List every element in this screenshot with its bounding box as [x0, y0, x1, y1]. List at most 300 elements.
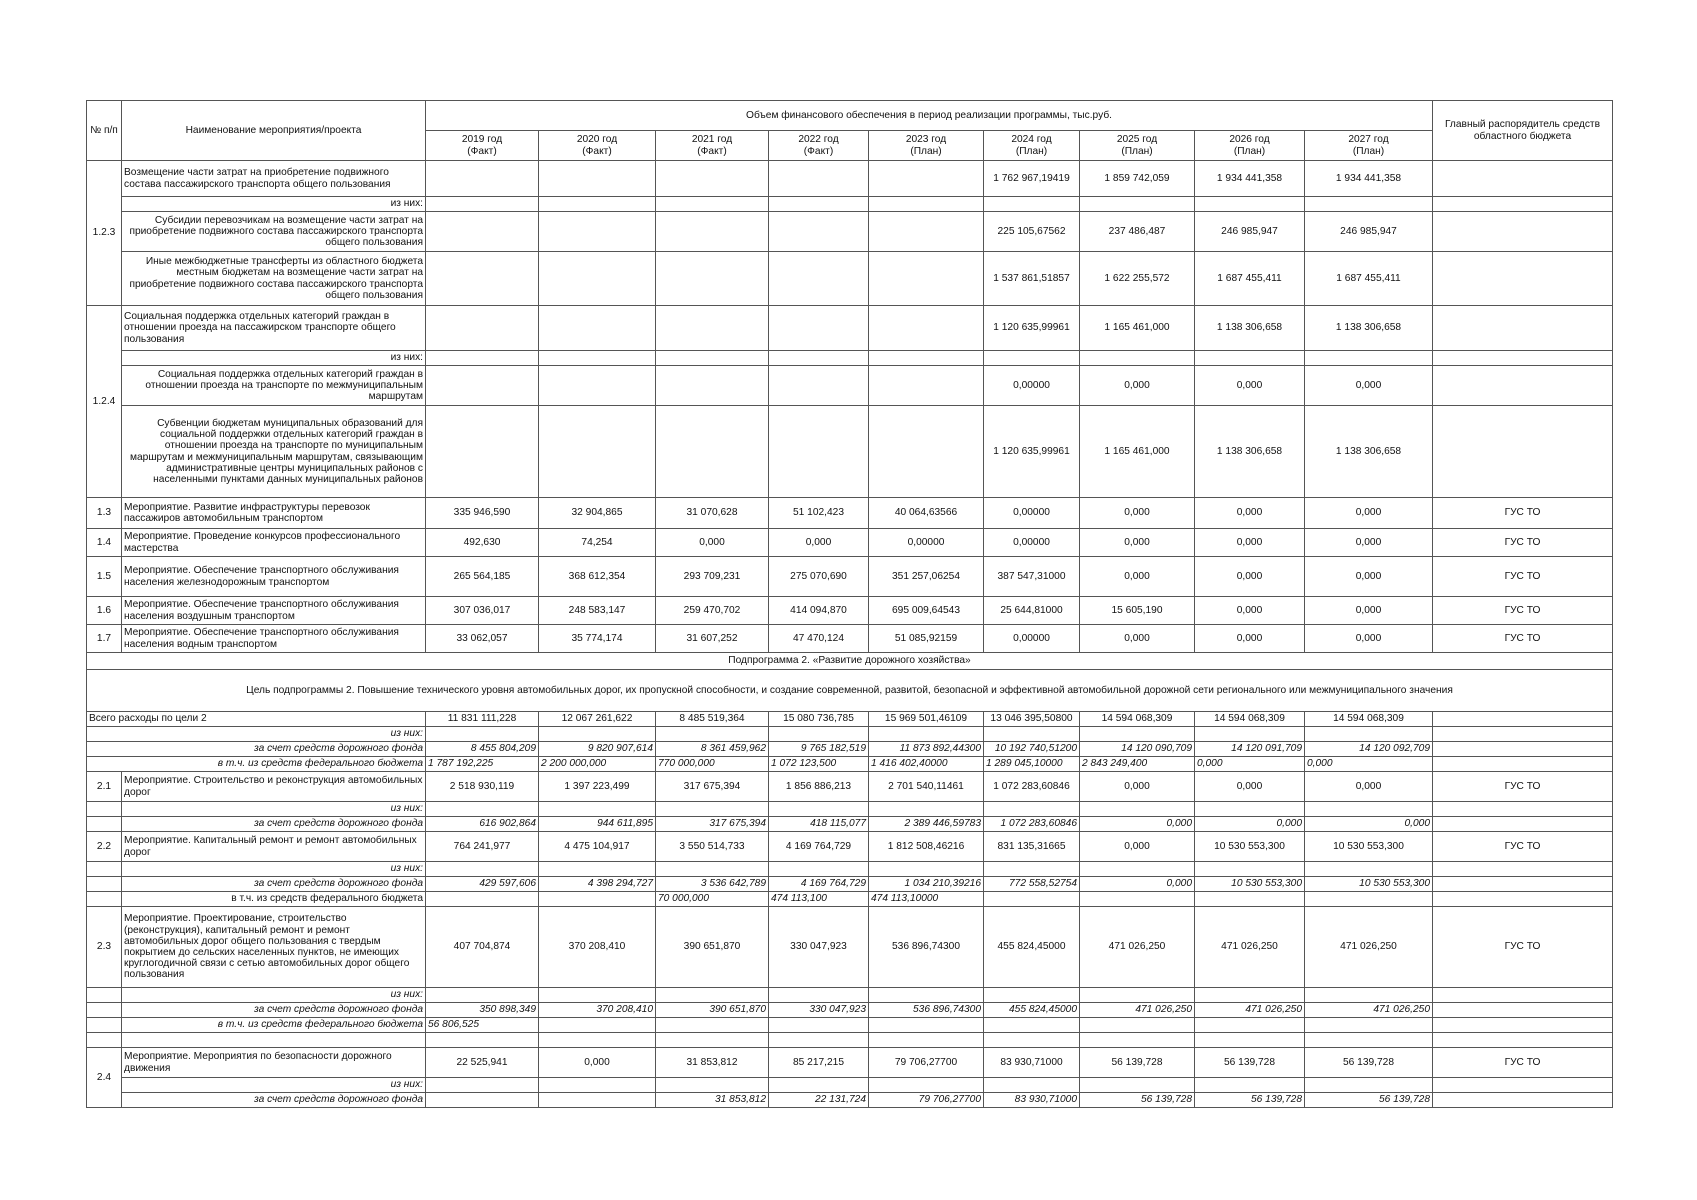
value-cell: 56 806,525 — [426, 1018, 539, 1033]
value-cell — [539, 727, 656, 742]
value-cell — [656, 161, 769, 197]
value-cell: 772 558,52754 — [984, 877, 1080, 892]
value-cell: 11 873 892,44300 — [869, 742, 984, 757]
row-name: Мероприятие. Обеспечение транспортного обслуживания населения железнодорожным транспортом — [122, 557, 426, 597]
table-row — [87, 772, 1613, 802]
row-name: Мероприятие. Строительство и реконструкция автомобильных дорог — [122, 772, 426, 802]
value-cell: 1 397 223,499 — [539, 772, 656, 802]
value-cell: 293 709,231 — [656, 557, 769, 597]
value-cell: 1 138 306,658 — [1305, 306, 1433, 351]
value-cell — [656, 306, 769, 351]
manager-cell — [1433, 862, 1613, 877]
table-row — [87, 625, 1613, 653]
value-cell: 74,254 — [539, 529, 656, 557]
value-cell: 1 120 635,99961 — [984, 406, 1080, 498]
value-cell: 35 774,174 — [539, 625, 656, 653]
value-cell: 471 026,250 — [1080, 907, 1195, 988]
value-cell — [1305, 727, 1433, 742]
table-row — [87, 802, 1613, 817]
section-title: Цель подпрограммы 2. Повышение технического уровня автомобильных дорог, их пропускной способности, и создание современной, развитой, безопасной и эффективной автомобильной дорожной сети регионального или межмуниципального значения — [87, 670, 1613, 712]
value-cell: 764 241,977 — [426, 832, 539, 862]
value-cell: 0,000 — [1305, 772, 1433, 802]
value-cell: 15 080 736,785 — [769, 712, 869, 727]
value-cell: 246 985,947 — [1305, 212, 1433, 252]
value-cell: 22 131,724 — [769, 1093, 869, 1108]
value-cell: 0,000 — [1080, 832, 1195, 862]
value-cell: 1 762 967,19419 — [984, 161, 1080, 197]
value-cell: 0,000 — [1080, 625, 1195, 653]
value-cell — [539, 862, 656, 877]
value-cell — [539, 406, 656, 498]
value-cell: 10 192 740,51200 — [984, 742, 1080, 757]
value-cell — [769, 197, 869, 212]
manager-cell — [1433, 757, 1613, 772]
value-cell: 350 898,349 — [426, 1003, 539, 1018]
row-name: за счет средств дорожного фонда — [87, 742, 426, 757]
value-cell — [426, 892, 539, 907]
value-cell — [656, 1078, 769, 1093]
row-number — [87, 1018, 122, 1033]
value-cell: 390 651,870 — [656, 907, 769, 988]
value-cell: 0,000 — [1305, 817, 1433, 832]
manager-cell — [1433, 212, 1613, 252]
manager-cell — [1433, 1078, 1613, 1093]
manager-cell — [1433, 712, 1613, 727]
table-row — [87, 727, 1613, 742]
value-cell: 474 113,100 — [769, 892, 869, 907]
value-cell: 0,000 — [1305, 757, 1433, 772]
value-cell — [656, 351, 769, 366]
value-cell — [539, 1078, 656, 1093]
value-cell — [426, 212, 539, 252]
value-cell: 79 706,27700 — [869, 1048, 984, 1078]
row-number: 1.6 — [87, 597, 122, 625]
header-year-1 — [539, 131, 656, 161]
value-cell: 2 843 249,400 — [1080, 757, 1195, 772]
value-cell — [1305, 197, 1433, 212]
value-cell — [539, 892, 656, 907]
manager-cell — [1433, 406, 1613, 498]
row-name: Субвенции бюджетам муниципальных образований для социальной поддержки отдельных категорий граждан в отношении проезда на транспорте по муниципальным маршрутам и межмуниципальным маршрутам, связывающим административные центры муниципальных районов с населенными пунктами данных муниципальных районов — [122, 406, 426, 498]
value-cell — [1195, 988, 1305, 1003]
table-row — [87, 1093, 1613, 1108]
value-cell: 14 594 068,309 — [1195, 712, 1305, 727]
value-cell — [1080, 351, 1195, 366]
table-row — [87, 498, 1613, 529]
value-cell: 1 072 283,60846 — [984, 772, 1080, 802]
value-cell: 14 594 068,309 — [1305, 712, 1433, 727]
header-year-3 — [769, 131, 869, 161]
manager-cell — [1433, 892, 1613, 907]
value-cell — [984, 802, 1080, 817]
value-cell: 56 139,728 — [1305, 1093, 1433, 1108]
section-title: Подпрограмма 2. «Развитие дорожного хозяйства» — [87, 653, 1613, 670]
value-cell: 56 139,728 — [1080, 1093, 1195, 1108]
value-cell: 770 000,000 — [656, 757, 769, 772]
value-cell — [426, 802, 539, 817]
row-number — [87, 1003, 122, 1018]
value-cell — [869, 197, 984, 212]
header-year-label: 2024 год — [1011, 134, 1052, 146]
value-cell — [426, 252, 539, 306]
value-cell — [984, 892, 1080, 907]
header-year-label: 2019 год — [461, 134, 503, 146]
value-cell — [1195, 892, 1305, 907]
table-row — [87, 742, 1613, 757]
value-cell: 33 062,057 — [426, 625, 539, 653]
value-cell: 695 009,64543 — [869, 597, 984, 625]
value-cell — [1195, 1078, 1305, 1093]
value-cell: 0,000 — [539, 1048, 656, 1078]
row-name: из них: — [122, 862, 426, 877]
table-row — [87, 351, 1613, 366]
value-cell — [539, 1093, 656, 1108]
value-cell: 1 072 283,60846 — [984, 817, 1080, 832]
value-cell — [984, 1018, 1080, 1033]
table-row — [87, 653, 1613, 670]
value-cell — [769, 1078, 869, 1093]
value-cell — [656, 366, 769, 406]
row-number: 1.3 — [87, 498, 122, 529]
header-year-8 — [1305, 131, 1433, 161]
table-row — [87, 197, 1613, 212]
row-name: из них: — [122, 351, 426, 366]
value-cell: 0,000 — [1080, 366, 1195, 406]
row-name: за счет средств дорожного фонда — [122, 1093, 426, 1108]
value-cell — [769, 1018, 869, 1033]
header-year-type: (План) — [1015, 145, 1048, 157]
header-year-label: 2023 год — [905, 134, 947, 146]
value-cell — [539, 306, 656, 351]
value-cell: 0,000 — [1195, 529, 1305, 557]
row-name: Мероприятие. Обеспечение транспортного обслуживания населения водным транспортом — [122, 625, 426, 653]
value-cell: 1 034 210,39216 — [869, 877, 984, 892]
table-row — [87, 557, 1613, 597]
value-cell: 70 000,000 — [656, 892, 769, 907]
value-cell: 0,000 — [1305, 557, 1433, 597]
table-row — [87, 988, 1613, 1003]
manager-cell: ГУС ТО — [1433, 625, 1613, 653]
header-year-4 — [869, 131, 984, 161]
value-cell — [769, 988, 869, 1003]
value-cell — [426, 1093, 539, 1108]
value-cell: 831 135,31665 — [984, 832, 1080, 862]
value-cell: 0,000 — [769, 529, 869, 557]
value-cell — [426, 197, 539, 212]
manager-cell — [1433, 1093, 1613, 1108]
value-cell: 0,000 — [1195, 366, 1305, 406]
value-cell — [426, 727, 539, 742]
value-cell: 4 169 764,729 — [769, 877, 869, 892]
value-cell — [1305, 1033, 1433, 1048]
value-cell: 307 036,017 — [426, 597, 539, 625]
value-cell: 0,000 — [1305, 625, 1433, 653]
value-cell: 8 455 804,209 — [426, 742, 539, 757]
value-cell: 1 687 455,411 — [1305, 252, 1433, 306]
value-cell — [869, 1018, 984, 1033]
value-cell — [656, 988, 769, 1003]
manager-cell: ГУС ТО — [1433, 597, 1613, 625]
table-row — [87, 212, 1613, 252]
value-cell — [1080, 862, 1195, 877]
value-cell: 492,630 — [426, 529, 539, 557]
row-name: Всего расходы по цели 2 — [87, 712, 426, 727]
table-header — [87, 101, 1613, 161]
value-cell: 387 547,31000 — [984, 557, 1080, 597]
manager-cell — [1433, 802, 1613, 817]
table-row — [87, 817, 1613, 832]
value-cell: 1 165 461,000 — [1080, 306, 1195, 351]
row-name: Субсидии перевозчикам на возмещение части затрат на приобретение подвижного состава пассажирского транспорта общего пользования — [122, 212, 426, 252]
manager-cell — [1433, 988, 1613, 1003]
value-cell: 1 934 441,358 — [1305, 161, 1433, 197]
value-cell: 471 026,250 — [1305, 907, 1433, 988]
row-name: из них: — [87, 727, 426, 742]
value-cell: 85 217,215 — [769, 1048, 869, 1078]
value-cell: 0,000 — [1305, 597, 1433, 625]
value-cell — [769, 212, 869, 252]
header-year-label: 2027 год — [1348, 134, 1389, 146]
row-name: из них: — [122, 802, 426, 817]
value-cell: 471 026,250 — [1080, 1003, 1195, 1018]
header-year-label: 2020 год — [576, 134, 618, 146]
value-cell: 1 856 886,213 — [769, 772, 869, 802]
value-cell: 1 687 455,411 — [1195, 252, 1305, 306]
manager-cell: ГУС ТО — [1433, 1048, 1613, 1078]
value-cell: 0,000 — [1080, 817, 1195, 832]
value-cell — [426, 862, 539, 877]
value-cell: 536 896,74300 — [869, 907, 984, 988]
table-row — [87, 161, 1613, 197]
value-cell — [1080, 1078, 1195, 1093]
value-cell: 56 139,728 — [1195, 1093, 1305, 1108]
value-cell: 0,00000 — [984, 625, 1080, 653]
table-row — [87, 252, 1613, 306]
value-cell — [869, 212, 984, 252]
value-cell: 1 138 306,658 — [1195, 306, 1305, 351]
value-cell: 1 934 441,358 — [1195, 161, 1305, 197]
value-cell: 25 644,81000 — [984, 597, 1080, 625]
row-name: Иные межбюджетные трансферты из областного бюджета местным бюджетам на возмещение части затрат на приобретение подвижного состава пассажирского транспорта общего пользования — [122, 252, 426, 306]
row-number — [87, 862, 122, 877]
value-cell: 370 208,410 — [539, 1003, 656, 1018]
value-cell: 370 208,410 — [539, 907, 656, 988]
row-number — [87, 802, 122, 817]
table-row — [87, 670, 1613, 712]
value-cell: 10 530 553,300 — [1305, 832, 1433, 862]
value-cell: 1 120 635,99961 — [984, 306, 1080, 351]
value-cell: 0,00000 — [984, 529, 1080, 557]
manager-cell — [1433, 306, 1613, 351]
value-cell — [984, 727, 1080, 742]
value-cell — [426, 351, 539, 366]
value-cell: 1 138 306,658 — [1195, 406, 1305, 498]
value-cell: 368 612,354 — [539, 557, 656, 597]
table-row — [87, 1078, 1613, 1093]
row-name: Возмещение части затрат на приобретение подвижного состава пассажирского транспорта общего пользования — [122, 161, 426, 197]
value-cell: 31 853,812 — [656, 1048, 769, 1078]
row-number — [87, 892, 122, 907]
value-cell: 536 896,74300 — [869, 1003, 984, 1018]
manager-cell: ГУС ТО — [1433, 529, 1613, 557]
table-row — [87, 907, 1613, 988]
value-cell — [1195, 1033, 1305, 1048]
value-cell — [1080, 802, 1195, 817]
value-cell — [1080, 197, 1195, 212]
value-cell: 12 067 261,622 — [539, 712, 656, 727]
value-cell: 418 115,077 — [769, 817, 869, 832]
value-cell — [426, 1033, 539, 1048]
value-cell: 2 701 540,11461 — [869, 772, 984, 802]
value-cell: 2 389 446,59783 — [869, 817, 984, 832]
value-cell — [426, 306, 539, 351]
header-year-type: (План) — [1352, 145, 1385, 157]
value-cell: 0,000 — [1195, 557, 1305, 597]
budget-table — [86, 100, 1613, 1108]
value-cell — [426, 1078, 539, 1093]
value-cell — [539, 1018, 656, 1033]
value-cell — [426, 406, 539, 498]
value-cell: 407 704,874 — [426, 907, 539, 988]
row-number — [87, 817, 122, 832]
value-cell: 390 651,870 — [656, 1003, 769, 1018]
table-row — [87, 306, 1613, 351]
value-cell: 317 675,394 — [656, 772, 769, 802]
row-name: Мероприятие. Обеспечение транспортного обслуживания населения воздушным транспортом — [122, 597, 426, 625]
manager-cell: ГУС ТО — [1433, 832, 1613, 862]
row-name: Мероприятие. Развитие инфраструктуры перевозок пассажиров автомобильным транспортом — [122, 498, 426, 529]
header-year-label: 2021 год — [691, 134, 733, 146]
row-number — [87, 988, 122, 1003]
table-row — [87, 832, 1613, 862]
row-name: из них: — [122, 1078, 426, 1093]
value-cell: 455 824,45000 — [984, 1003, 1080, 1018]
value-cell: 275 070,690 — [769, 557, 869, 597]
manager-cell — [1433, 1018, 1613, 1033]
header-year-type: (План) — [1233, 145, 1266, 157]
value-cell: 0,000 — [1195, 757, 1305, 772]
manager-cell — [1433, 742, 1613, 757]
table-row — [87, 529, 1613, 557]
value-cell — [869, 988, 984, 1003]
value-cell: 246 985,947 — [1195, 212, 1305, 252]
value-cell — [539, 802, 656, 817]
value-cell: 1 138 306,658 — [1305, 406, 1433, 498]
value-cell — [1195, 727, 1305, 742]
header-year-type: (Факт) — [803, 145, 834, 157]
value-cell — [1305, 802, 1433, 817]
value-cell: 1 859 742,059 — [1080, 161, 1195, 197]
value-cell: 15 605,190 — [1080, 597, 1195, 625]
table-row — [87, 892, 1613, 907]
header-year-2 — [656, 131, 769, 161]
value-cell: 14 594 068,309 — [1080, 712, 1195, 727]
value-cell — [769, 252, 869, 306]
value-cell — [1080, 988, 1195, 1003]
value-cell: 56 139,728 — [1080, 1048, 1195, 1078]
manager-cell: ГУС ТО — [1433, 557, 1613, 597]
table-row — [87, 757, 1613, 772]
value-cell — [426, 161, 539, 197]
value-cell: 47 470,124 — [769, 625, 869, 653]
value-cell: 0,00000 — [869, 529, 984, 557]
value-cell: 83 930,71000 — [984, 1093, 1080, 1108]
manager-cell — [1433, 817, 1613, 832]
value-cell: 3 550 514,733 — [656, 832, 769, 862]
value-cell: 0,00000 — [984, 366, 1080, 406]
value-cell: 13 046 395,50800 — [984, 712, 1080, 727]
value-cell: 0,000 — [1305, 529, 1433, 557]
table-row — [87, 406, 1613, 498]
value-cell — [656, 802, 769, 817]
value-cell: 2 518 930,119 — [426, 772, 539, 802]
value-cell — [1195, 802, 1305, 817]
manager-cell — [1433, 161, 1613, 197]
value-cell: 9 765 182,519 — [769, 742, 869, 757]
value-cell — [1080, 1018, 1195, 1033]
table-body — [87, 161, 1613, 1108]
value-cell: 79 706,27700 — [869, 1093, 984, 1108]
value-cell: 1 165 461,000 — [1080, 406, 1195, 498]
value-cell: 455 824,45000 — [984, 907, 1080, 988]
value-cell: 0,000 — [1305, 366, 1433, 406]
manager-cell — [1433, 351, 1613, 366]
manager-cell: ГУС ТО — [1433, 772, 1613, 802]
budget-table-sheet — [86, 100, 1612, 1108]
value-cell — [984, 1078, 1080, 1093]
value-cell — [869, 252, 984, 306]
value-cell: 414 094,870 — [769, 597, 869, 625]
value-cell: 0,000 — [1195, 597, 1305, 625]
value-cell: 330 047,923 — [769, 1003, 869, 1018]
value-cell — [656, 406, 769, 498]
value-cell: 225 105,67562 — [984, 212, 1080, 252]
value-cell — [869, 802, 984, 817]
row-number: 1.2.4 — [87, 306, 122, 498]
value-cell: 10 530 553,300 — [1305, 877, 1433, 892]
header-year-7 — [1195, 131, 1305, 161]
value-cell — [656, 862, 769, 877]
row-number: 2.1 — [87, 772, 122, 802]
manager-cell — [1433, 252, 1613, 306]
value-cell: 10 530 553,300 — [1195, 877, 1305, 892]
value-cell: 1 787 192,225 — [426, 757, 539, 772]
row-name: за счет средств дорожного фонда — [122, 877, 426, 892]
value-cell: 3 536 642,789 — [656, 877, 769, 892]
row-name: в т.ч. из средств федерального бюджета — [122, 892, 426, 907]
value-cell — [539, 161, 656, 197]
value-cell — [539, 988, 656, 1003]
value-cell — [869, 1078, 984, 1093]
value-cell: 0,000 — [1195, 625, 1305, 653]
value-cell: 0,000 — [1080, 772, 1195, 802]
value-cell: 31 853,812 — [656, 1093, 769, 1108]
header-year-type: (Факт) — [582, 145, 612, 157]
value-cell: 4 475 104,917 — [539, 832, 656, 862]
value-cell — [1195, 197, 1305, 212]
value-cell — [769, 406, 869, 498]
manager-cell — [1433, 197, 1613, 212]
value-cell — [656, 212, 769, 252]
value-cell: 83 930,71000 — [984, 1048, 1080, 1078]
value-cell: 429 597,606 — [426, 877, 539, 892]
row-number: 1.7 — [87, 625, 122, 653]
table-row — [87, 1003, 1613, 1018]
row-number: 1.4 — [87, 529, 122, 557]
row-number — [87, 1033, 122, 1048]
value-cell — [539, 197, 656, 212]
value-cell — [1305, 1078, 1433, 1093]
